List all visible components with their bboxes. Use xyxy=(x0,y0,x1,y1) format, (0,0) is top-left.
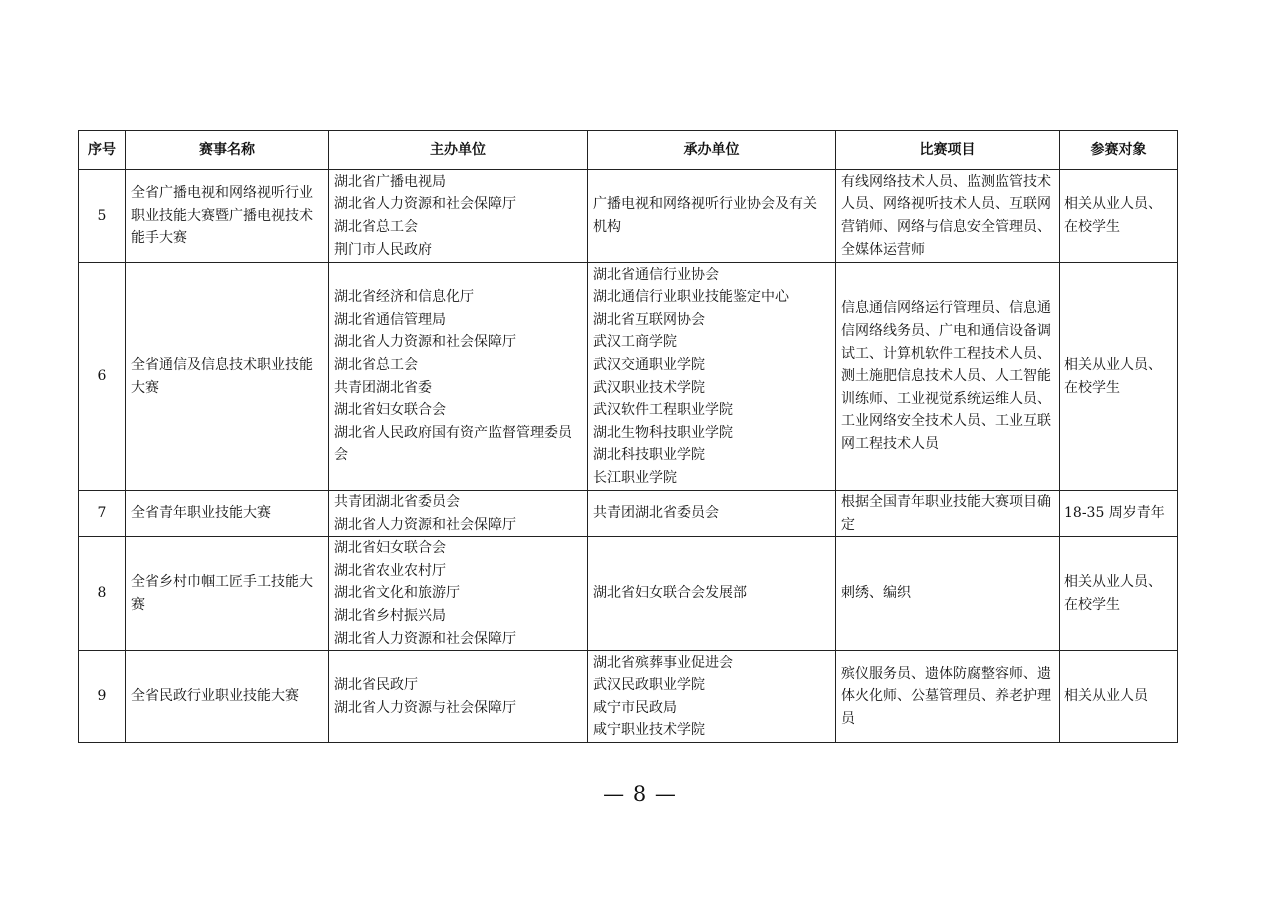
organizer-unit: 共青团湖北省委员会 xyxy=(593,505,719,522)
cell-name xyxy=(126,537,329,651)
competition-name: 全省广播电视和网络视听行业职业技能大赛暨广播电视技术能手大赛 xyxy=(131,185,313,247)
organizer-unit: 咸宁市民政局 xyxy=(593,699,677,716)
host-unit: 湖北省通信管理局 xyxy=(334,311,446,328)
organizer-unit: 广播电视和网络视听行业协会及有关机构 xyxy=(593,196,817,235)
host-unit: 湖北省经济和信息化厅 xyxy=(334,289,474,306)
cell-events xyxy=(836,170,1060,263)
cell-target xyxy=(1060,651,1178,743)
event-items: 刺绣、编织 xyxy=(841,585,911,602)
participant-target: 相关从业人员、在校学生 xyxy=(1064,196,1162,235)
header-target: 参赛对象 xyxy=(1060,131,1178,170)
host-unit: 湖北省总工会 xyxy=(334,219,418,235)
cell-no: 5 xyxy=(79,170,126,263)
cell-name xyxy=(126,263,329,491)
organizer-unit: 武汉软件工程职业学院 xyxy=(593,402,733,419)
cell-no: 8 xyxy=(79,537,126,651)
host-unit: 湖北省民政厅 xyxy=(334,677,418,694)
host-unit: 湖北省总工会 xyxy=(334,356,418,373)
host-unit: 湖北省文化和旅游厅 xyxy=(334,585,460,602)
table-header-row xyxy=(79,131,1178,170)
cell-organizers xyxy=(588,263,836,491)
cell-events xyxy=(836,263,1060,491)
host-unit: 湖北省妇女联合会 xyxy=(334,540,446,557)
cell-name xyxy=(126,491,329,537)
table-row xyxy=(79,537,1178,651)
cell-name xyxy=(126,170,329,263)
table-row xyxy=(79,651,1178,743)
participant-target: 相关从业人员、在校学生 xyxy=(1064,574,1162,613)
cell-hosts xyxy=(329,651,588,743)
cell-target xyxy=(1060,263,1178,491)
organizer-unit: 武汉交通职业学院 xyxy=(593,356,705,373)
header-organizers: 承办单位 xyxy=(588,131,836,170)
organizer-unit: 湖北省通信行业协会 xyxy=(593,266,719,283)
competition-name: 全省民政行业职业技能大赛 xyxy=(131,688,299,705)
host-unit: 湖北省人力资源与社会保障厅 xyxy=(334,699,516,716)
cell-hosts xyxy=(329,170,588,263)
host-unit: 湖北省人力资源和社会保障厅 xyxy=(334,196,516,213)
table-row xyxy=(79,263,1178,491)
host-unit: 湖北省人民政府国有资产监督管理委员会 xyxy=(334,424,572,464)
organizer-unit: 咸宁职业技术学院 xyxy=(593,722,705,739)
host-unit: 荆门市人民政府 xyxy=(334,241,432,258)
competition-name: 全省乡村巾帼工匠手工技能大赛 xyxy=(131,574,313,613)
cell-organizers xyxy=(588,651,836,743)
cell-hosts xyxy=(329,491,588,537)
table-body xyxy=(79,170,1178,743)
host-unit: 湖北省农业农村厅 xyxy=(334,562,446,579)
host-unit: 湖北省广播电视局 xyxy=(334,173,446,190)
header-hosts: 主办单位 xyxy=(329,131,588,170)
participant-target: 相关从业人员、在校学生 xyxy=(1064,356,1162,396)
organizer-unit: 湖北省互联网协会 xyxy=(593,311,705,328)
cell-events xyxy=(836,651,1060,743)
table-row xyxy=(79,491,1178,537)
organizer-unit: 长江职业学院 xyxy=(593,469,677,486)
organizer-unit: 湖北省殡葬事业促进会 xyxy=(593,654,733,671)
host-unit: 湖北省人力资源和社会保障厅 xyxy=(334,630,516,647)
cell-target xyxy=(1060,537,1178,651)
host-unit: 共青团湖北省委员会 xyxy=(334,494,460,510)
table-row xyxy=(79,170,1178,263)
cell-no: 6 xyxy=(79,263,126,491)
cell-events xyxy=(836,491,1060,537)
cell-target xyxy=(1060,491,1178,537)
host-unit: 湖北省人力资源和社会保障厅 xyxy=(334,334,516,351)
organizer-unit: 湖北生物科技职业学院 xyxy=(593,424,733,441)
competition-name: 全省青年职业技能大赛 xyxy=(131,505,271,522)
event-items: 殡仪服务员、遗体防腐整容师、遗体火化师、公墓管理员、养老护理员 xyxy=(841,665,1051,727)
host-unit: 湖北省妇女联合会 xyxy=(334,402,446,419)
header-name: 赛事名称 xyxy=(126,131,329,170)
cell-organizers xyxy=(588,170,836,263)
organizer-unit: 武汉民政职业学院 xyxy=(593,677,705,694)
organizer-unit: 武汉职业技术学院 xyxy=(593,379,705,396)
cell-organizers xyxy=(588,491,836,537)
header-events: 比赛项目 xyxy=(836,131,1060,170)
competition-table xyxy=(78,130,1178,743)
participant-target: 18-35 周岁青年 xyxy=(1064,505,1165,522)
organizer-unit: 湖北省妇女联合会发展部 xyxy=(593,585,747,602)
event-items: 信息通信网络运行管理员、信息通信网络线务员、广电和通信设备调试工、计算机软件工程技术人员、测土施肥信息技术人员、人工智能训练师、工业视觉系统运维人员、工业网络安全技术人员、工业互联网工程技术人员 xyxy=(841,300,1051,452)
cell-hosts xyxy=(329,537,588,651)
organizer-unit: 湖北通信行业职业技能鉴定中心 xyxy=(593,289,789,306)
organizer-unit: 武汉工商学院 xyxy=(593,334,677,351)
host-unit: 湖北省乡村振兴局 xyxy=(334,607,446,624)
header-no: 序号 xyxy=(79,131,126,170)
event-items: 有线网络技术人员、监测监管技术人员、网络视听技术人员、互联网营销师、网络与信息安全管理员、全媒体运营师 xyxy=(841,173,1051,258)
page-number: — 8 — xyxy=(603,782,677,806)
cell-organizers xyxy=(588,537,836,651)
competition-name: 全省通信及信息技术职业技能大赛 xyxy=(131,356,313,396)
cell-hosts xyxy=(329,263,588,491)
cell-target xyxy=(1060,170,1178,263)
organizer-unit: 湖北科技职业学院 xyxy=(593,447,705,464)
cell-no: 9 xyxy=(79,651,126,743)
host-unit: 共青团湖北省委 xyxy=(334,379,432,396)
cell-name xyxy=(126,651,329,743)
cell-events xyxy=(836,537,1060,651)
cell-no: 7 xyxy=(79,491,126,537)
host-unit: 湖北省人力资源和社会保障厅 xyxy=(334,516,516,533)
event-items: 根据全国青年职业技能大赛项目确定 xyxy=(841,494,1051,533)
participant-target: 相关从业人员 xyxy=(1064,688,1148,705)
